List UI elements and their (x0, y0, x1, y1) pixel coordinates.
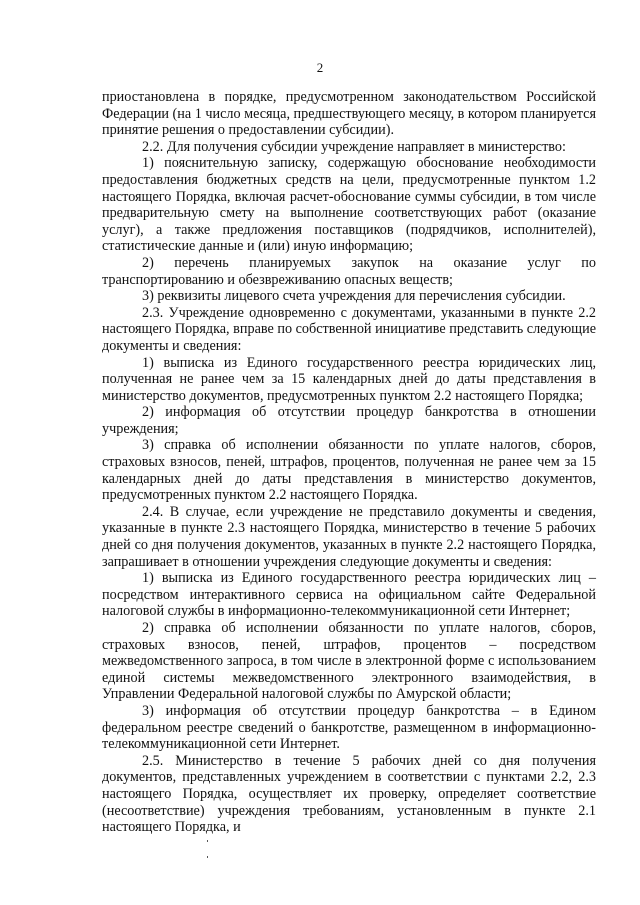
scan-mark (207, 856, 208, 858)
paragraph: 1) выписка из Единого государственного реестра юридических лиц, полученная не ранее чем за 15 календарных дней до даты представления в министерство документов, предусмотренных пунктом 2.2 настоящего Порядка; (102, 354, 596, 404)
paragraph: 2) перечень планируемых закупок на оказание услуг по транспортированию и обезвреживанию опасных веществ; (102, 254, 596, 288)
paragraph: 2.4. В случае, если учреждение не представило документы и сведения, указанные в пункте 2.3 настоящего Порядка, министерство в течение 5 рабочих дней со дня получения документов, указанных в пункте 2.2 настоящего Порядка, запрашивает в отношении учреждения следующие документы и сведения: (102, 503, 596, 570)
paragraph: приостановлена в порядке, предусмотренном законодательством Российской Федерации (на 1 число месяца, предшествующего месяцу, в котором планируется принятие решения о предоставлении субсидии). (102, 89, 596, 139)
document-body (102, 89, 596, 836)
paragraph: 2.2. Для получения субсидии учреждение направляет в министерство: (142, 138, 566, 155)
paragraph: 3) реквизиты лицевого счета учреждения для перечисления субсидии. (142, 288, 566, 305)
paragraph: 2) справка об исполнении обязанности по уплате налогов, сборов, страховых взносов, пеней, штрафов, процентов – посредством межведомственного запроса, в том числе в электронной форме с использованием единой системы межведомственного электронного взаимодействия, в Управлении Федеральной налоговой службы по Амурской области; (102, 620, 596, 703)
scan-mark (207, 840, 208, 842)
paragraph: 2.3. Учреждение одновременно с документами, указанными в пункте 2.2 настоящего Порядка, вправе по собственной инициативе представить следующие документы и сведения: (102, 304, 596, 354)
paragraph: 3) справка об исполнении обязанности по уплате налогов, сборов, страховых взносов, пеней, штрафов, процентов, полученная не ранее чем за 15 календарных дней до даты представления в министерство документов, предусмотренных пунктом 2.2 настоящего Порядка. (102, 437, 596, 504)
paragraph: 1) выписка из Единого государственного реестра юридических лиц – посредством интерактивного сервиса на официальном сайте Федеральной налоговой службы в информационно-телекоммуникационной сети Интернет; (102, 570, 596, 620)
paragraph: 1) пояснительную записку, содержащую обоснование необходимости предоставления бюджетных средств на цели, предусмотренные пунктом 1.2 настоящего Порядка, включая расчет-обоснование суммы субсидии, в том числе предварительную смету на выполнение соответствующих работ (оказание услуг), а также предложения поставщиков (подрядчиков, исполнителей), статистические данные и (или) иную информацию; (102, 155, 596, 255)
paragraph: 2) информация об отсутствии процедур банкротства в отношении учреждения; (102, 404, 596, 437)
paragraph: 3) информация об отсутствии процедур банкротства – в Едином федеральном реестре сведений о банкротстве, размещенном в информационно-телекоммуникационной сети Интернет. (102, 702, 596, 753)
page-number: 2 (316, 60, 324, 75)
paragraph: 2.5. Министерство в течение 5 рабочих дней со дня получения документов, представленных учреждением в соответствии с пунктами 2.2, 2.3 настоящего Порядка, осуществляет их проверку, определяет соответствие (несоответствие) учреждения требованиям, установленным в пункте 2.1 настоящего Порядка, и (102, 752, 596, 836)
